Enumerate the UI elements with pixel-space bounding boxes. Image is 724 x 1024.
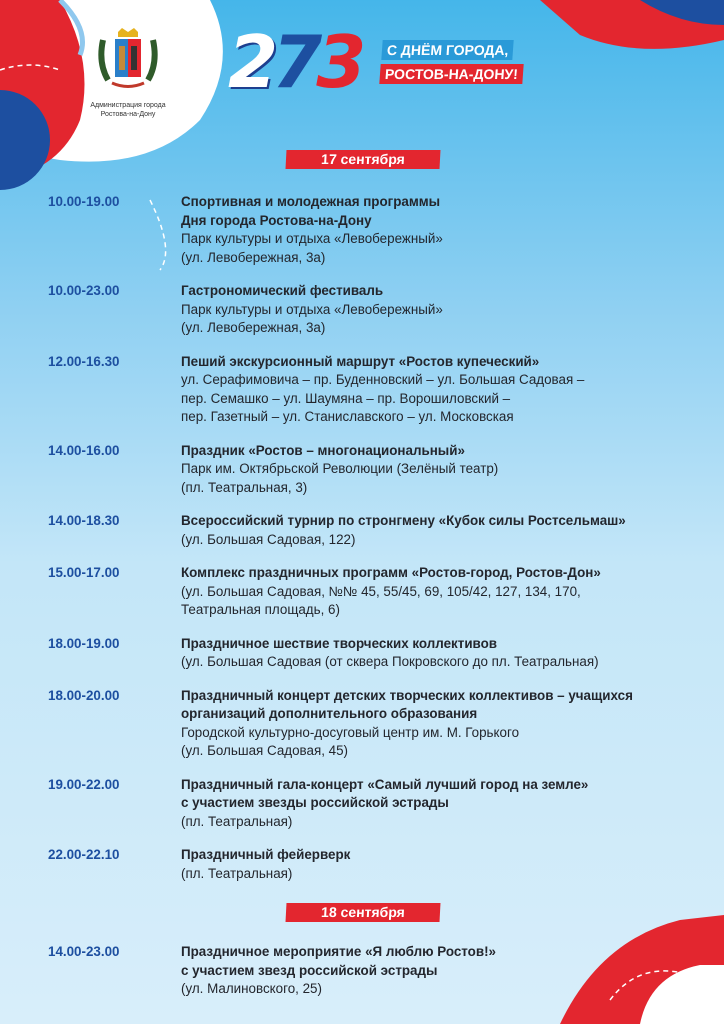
event-details: Городской культурно-досуговый центр им. М. Горького [181,724,520,740]
event-time: 19.00-22.00 [48,776,120,792]
event-details: Парк культуры и отдыха «Левобережный» [181,231,443,246]
event-body [181,442,701,498]
event-title: с участием звезд российской эстрады [181,962,438,978]
event-title: Праздничный гала-концерт «Самый лучший город на земле» [181,776,589,792]
event-body [181,512,701,549]
event-title: Праздничное шествие творческих коллективов [181,635,498,651]
event-item [0,687,724,761]
event-details: (пл. Театральная, 3) [181,479,308,495]
event-details: (пл. Театральная) [181,865,293,881]
events-day1 [0,193,724,898]
event-time: 18.00-19.00 [48,635,120,651]
event-time: 14.00-18.30 [48,513,120,528]
event-body [181,776,701,832]
digit: 3 [316,20,361,104]
event-item [0,776,724,832]
greeting-line1: С ДНЁМ ГОРОДА, [381,40,514,60]
date-banner-day2: 18 сентября [286,903,441,922]
event-title: Комплекс праздничных программ «Ростов-город, Ростов-Дон» [181,565,601,580]
event-time: 10.00-23.00 [48,283,120,298]
event-details: Парк культуры и отдыха «Левобережный» [181,301,443,317]
date-banner-day1: 17 сентября [286,150,441,169]
event-item [0,282,724,338]
event-body [181,635,701,672]
event-details: пер. Газетный – ул. Станиславского – ул. Московская [181,409,514,424]
event-item [0,442,724,498]
greeting-line2: РОСТОВ-НА-ДОНУ! [379,64,523,84]
events-day2 [0,943,724,1014]
digit: 7 [272,20,317,104]
event-item [0,512,724,549]
event-item [0,353,724,427]
event-title: Праздник «Ростов – многонациональный» [181,442,465,458]
event-details: (пл. Театральная) [181,813,293,829]
coat-of-arms-icon [98,28,158,90]
digit: 2 [228,20,273,104]
admin-label [88,101,168,119]
event-details: Театральная площадь, 6) [181,602,340,617]
event-title: Праздничное мероприятие «Я люблю Ростов!» [181,944,496,959]
event-item [0,846,724,883]
event-details: (ул. Большая Садовая (от сквера Покровского до пл. Театральная) [181,654,599,669]
event-details: (ул. Малиновского, 25) [181,981,322,996]
admin-label-line1: Администрация города [90,102,166,109]
event-body [181,943,701,999]
event-details: ул. Серафимовича – пр. Буденновский – ул. Большая Садовая – [181,372,585,387]
event-title: с участием звезды российской эстрады [181,795,449,810]
event-title: Пеший экскурсионный маршрут «Ростов купеческий» [181,353,540,369]
anniversary-number [228,22,360,102]
event-time: 14.00-23.00 [48,944,120,959]
admin-label-line2: Ростова-на-Дону [100,111,156,118]
event-body [181,282,701,338]
event-body [181,687,701,761]
event-title: Гастрономический фестиваль [181,283,384,298]
event-time: 14.00-16.00 [48,442,120,458]
event-details: (ул. Большая Садовая, №№ 45, 55/45, 69, 105/42, 127, 134, 170, [181,583,581,599]
event-body [181,353,701,427]
event-title: Всероссийский турнир по стронгмену «Кубок силы Ростсельмаш» [181,513,626,528]
event-body [181,193,701,267]
event-time: 18.00-20.00 [48,687,120,703]
event-body [181,564,701,620]
event-details: (ул. Большая Садовая, 45) [181,743,348,758]
event-item [0,943,724,999]
event-item [0,635,724,672]
event-time: 15.00-17.00 [48,565,120,580]
event-time: 12.00-16.30 [48,353,120,369]
event-details: пер. Семашко – ул. Шаумяна – пр. Ворошиловский – [181,390,511,406]
event-details: (ул. Левобережная, 3а) [181,320,326,335]
city-administration-logo [88,28,168,119]
event-time: 10.00-19.00 [48,194,120,209]
event-time: 22.00-22.10 [48,847,120,862]
event-title: организаций дополнительного образования [181,706,478,721]
event-title: Праздничный концерт детских творческих коллективов – учащихся [181,687,633,703]
event-item [0,193,724,267]
event-body [181,846,701,883]
event-item [0,564,724,620]
event-title: Дня города Ростова-на-Дону [181,212,372,228]
event-title: Спортивная и молодежная программы [181,194,441,209]
event-details: (ул. Левобережная, 3а) [181,249,326,265]
event-details: Парк им. Октябрьской Революции (Зелёный театр) [181,461,499,476]
event-title: Праздничный фейерверк [181,847,351,862]
event-details: (ул. Большая Садовая, 122) [181,531,356,547]
